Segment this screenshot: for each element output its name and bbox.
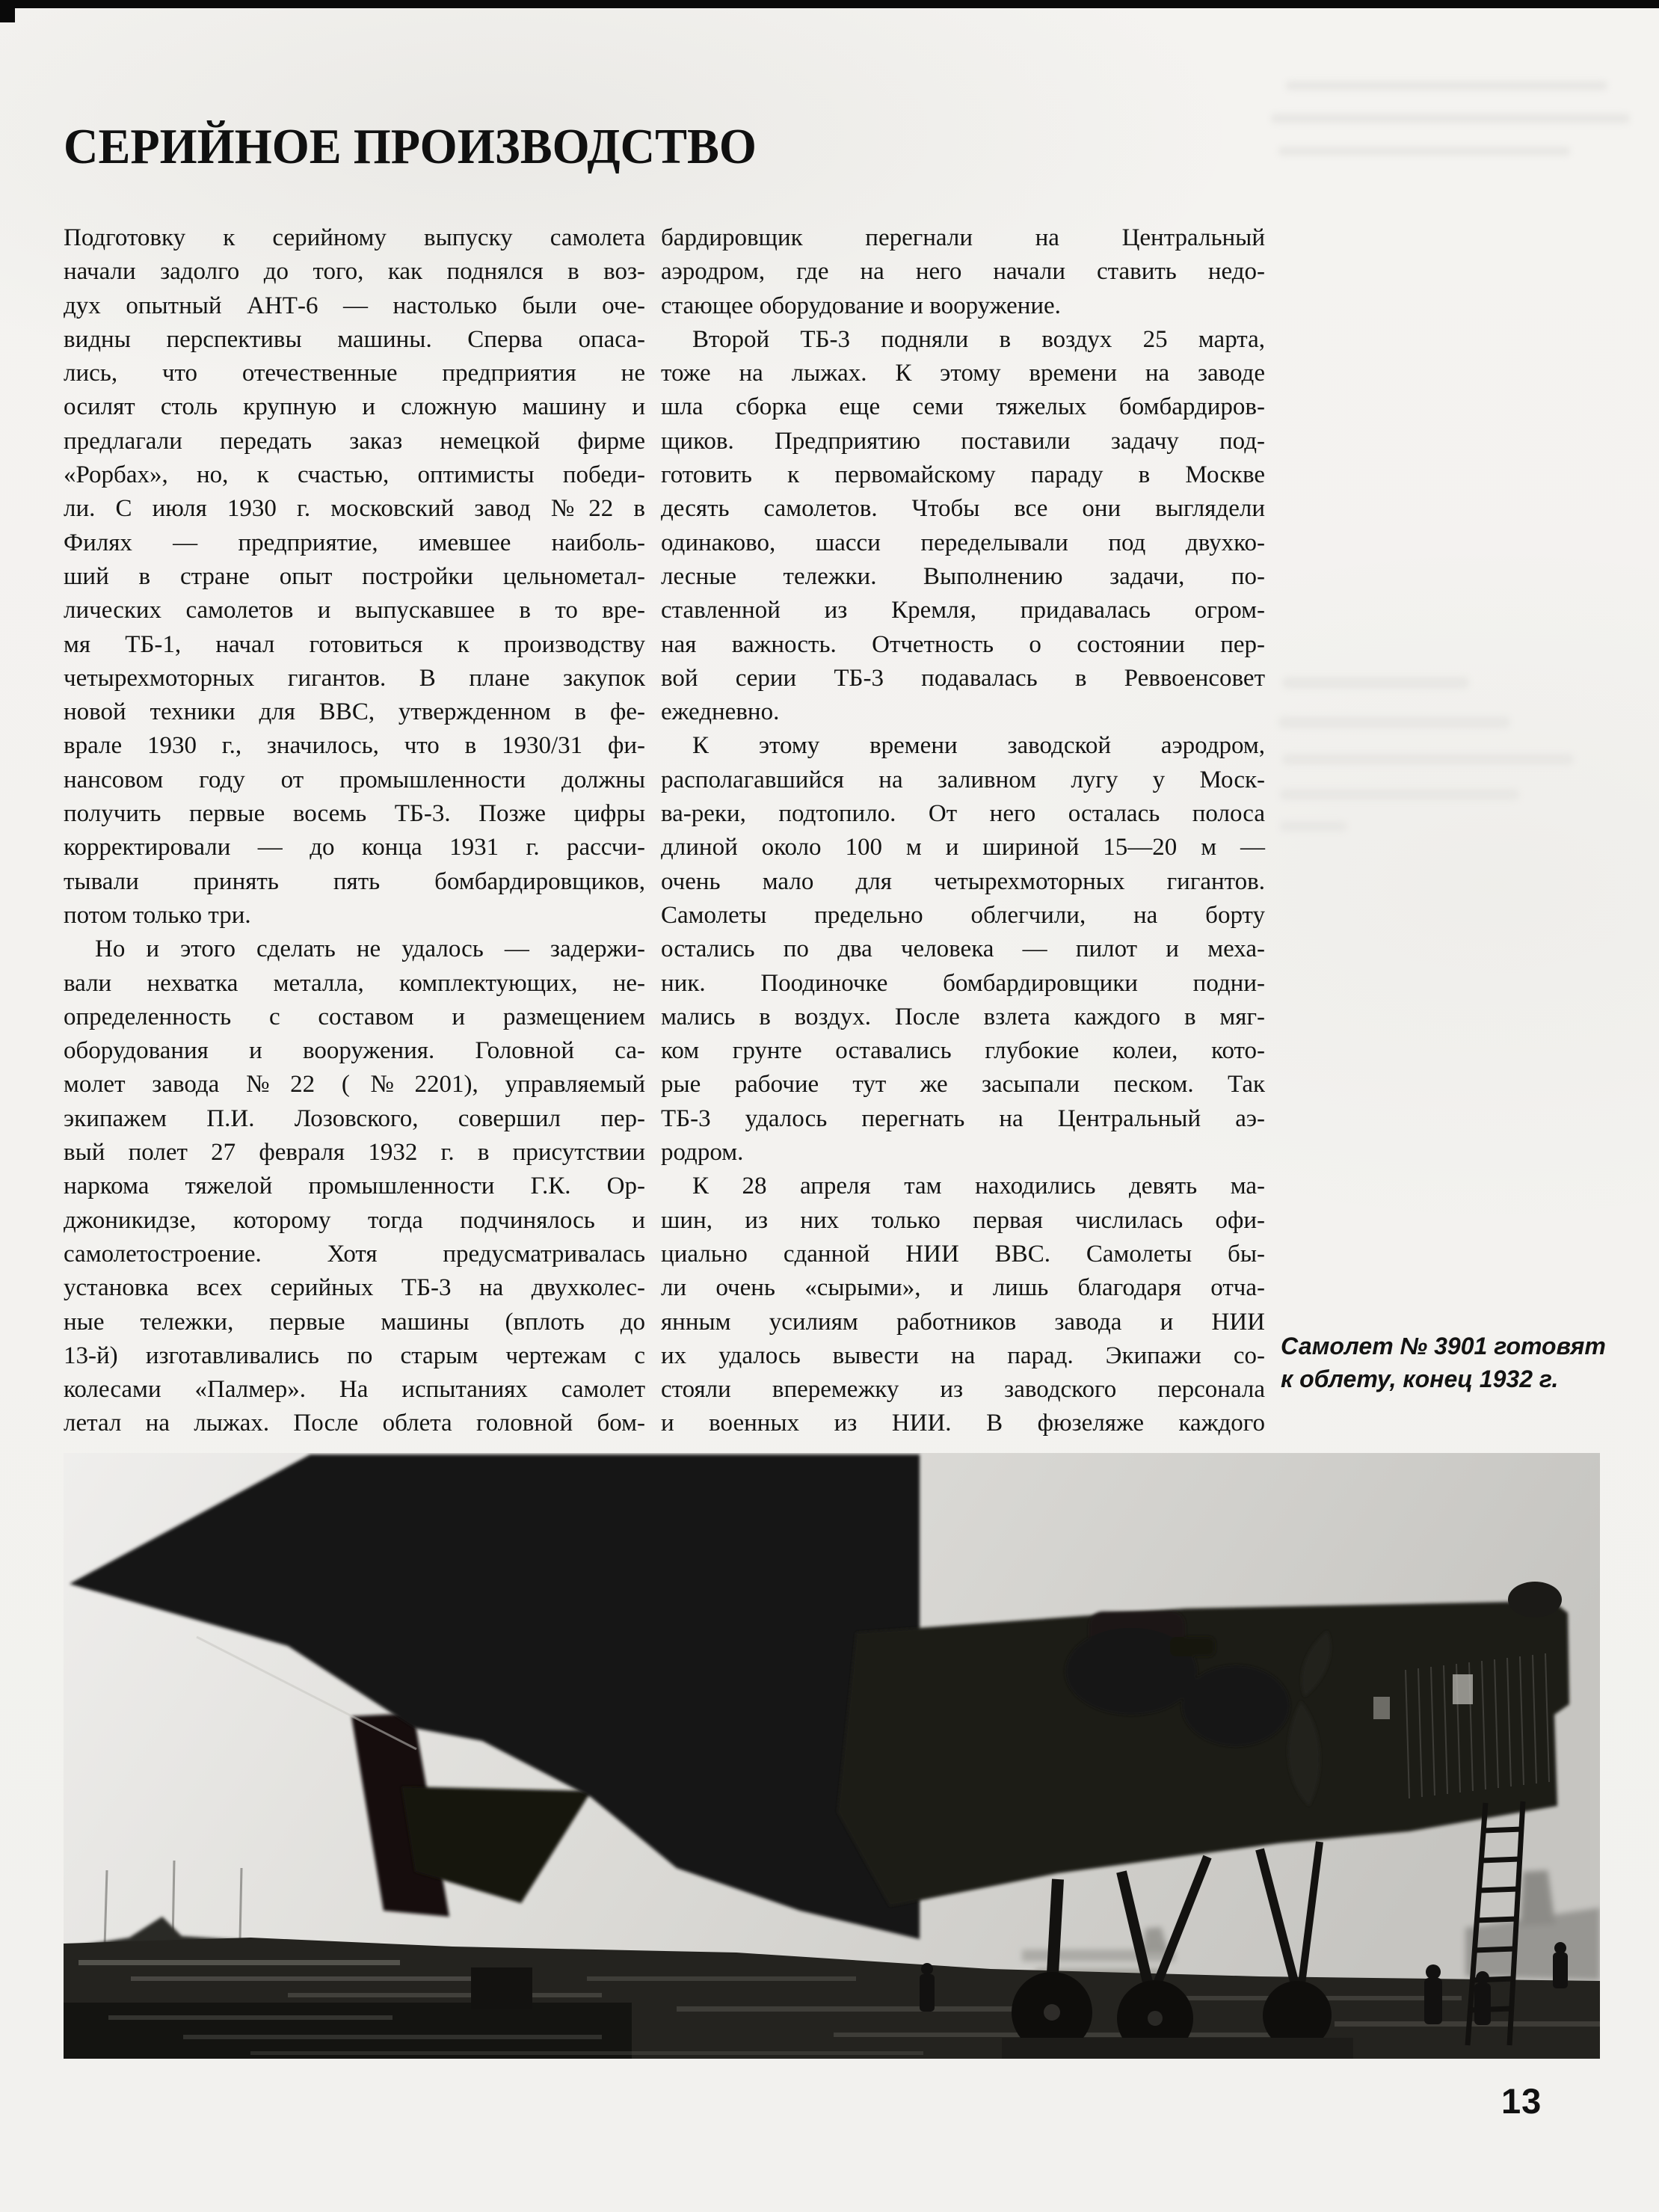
text-line: мя ТБ-1, начал готовиться к производству (64, 630, 645, 658)
text-line: ком грунте оставались глубокие колеи, кото- (661, 1037, 1265, 1065)
text-line: лесные тележки. Выполнению задачи, по- (661, 562, 1265, 590)
text-line: бардировщик перегнали на Центральный (661, 224, 1265, 251)
text-line: одинаково, шасси переделывали под двухко- (661, 529, 1265, 556)
text-line: Самолеты предельно облегчили, на борту (661, 901, 1265, 929)
text-line: ная важность. Отчетность о состоянии пер- (661, 630, 1265, 658)
text-line: рые рабочие тут же засыпали песком. Так (661, 1071, 1265, 1099)
text-line: видны перспективы машины. Сперва опаса- (64, 325, 645, 353)
text-line: ные тележки, первые машины (вплоть до (64, 1308, 645, 1336)
text-line: получить первые восемь ТБ-3. Позже цифры (64, 800, 645, 828)
text-line: шин, из них только первая числилась офи- (661, 1206, 1265, 1234)
text-line: мались в воздух. После взлета каждого в мяг- (661, 1003, 1265, 1030)
text-line: лись, что отечественные предприятия не (64, 360, 645, 387)
text-line: десять самолетов. Чтобы все они выглядели (661, 495, 1265, 523)
text-line: ТБ-3 удалось перегнать на Центральный аэ- (661, 1105, 1265, 1132)
text-line: предлагали передать заказ немецкой фирме (64, 427, 645, 455)
text-line: родром. (661, 1139, 744, 1167)
text-line: ва-реки, подтопило. От него осталась полоса (661, 800, 1265, 828)
photo-caption (1281, 1330, 1640, 1395)
caption-line: Самолет № 3901 готовят (1281, 1333, 1606, 1360)
text-line: «Рорбах», но, к счастью, оптимисты победи- (64, 461, 645, 489)
ground-equipment (471, 1967, 532, 2009)
text-line: ший в стране опыт постройки цельнометал- (64, 562, 645, 590)
paragraph (661, 221, 1265, 323)
text-line: и военных из НИИ. В фюзеляже каждого (661, 1410, 1265, 1437)
article-column-left (64, 221, 645, 1441)
fuselage-window (1453, 1674, 1473, 1704)
text-line: ли. С июля 1930 г. московский завод №22 в (64, 495, 645, 523)
paragraph (64, 933, 645, 1440)
text-line: вой серии ТБ-3 подавалась в Реввоенсовет (661, 664, 1265, 692)
bleed-through-text (1278, 147, 1570, 156)
text-line: корректировали — до конца 1931 г. рассчи- (64, 834, 645, 861)
text-line: длиной около 100 м и шириной 15—20 м — (661, 834, 1265, 861)
text-line: Но и этого сделать не удалось — задержи- (95, 936, 645, 963)
text-line: янным усилиям работников завода и НИИ (661, 1308, 1265, 1336)
text-line: экипажем П.И. Лозовского, совершил пер- (64, 1105, 645, 1132)
bleed-through-text (1282, 677, 1469, 689)
text-line: установка всех серийных ТБ-3 на двухколес- (64, 1274, 645, 1302)
aircraft-photo (64, 1453, 1600, 2059)
bleed-through-text (1280, 821, 1347, 832)
turret (1508, 1582, 1562, 1617)
text-line: вали нехватка металла, комплектующих, не- (64, 969, 645, 997)
text-line: Филях — предприятие, имевшее наиболь- (64, 529, 645, 556)
bleed-through-text (1280, 789, 1519, 800)
page-number: 13 (1501, 2081, 1542, 2121)
text-line: стояли вперемежку из заводского персонала (661, 1376, 1265, 1404)
text-line: шла сборка еще семи тяжелых бомбардиров- (661, 393, 1265, 421)
paragraph (661, 1170, 1265, 1440)
text-line: щиков. Предприятию поставили задачу под- (661, 427, 1265, 455)
text-line: осилят столь крупную и сложную машину и (64, 393, 645, 421)
text-line: готовить к первомайскому параду в Москве (661, 461, 1265, 489)
paragraph (661, 729, 1265, 1170)
text-line: циально сданной НИИ ВВС. Самолеты бы- (661, 1240, 1265, 1268)
caption-line: к облету, конец 1932 г. (1281, 1365, 1559, 1392)
scan-edge-corner (0, 0, 15, 22)
text-line: определенность с составом и размещением (64, 1003, 645, 1030)
text-line: новой техники для ВВС, утвержденном в фе- (64, 698, 645, 726)
text-line: очень мало для четырехмоторных гигантов. (661, 867, 1265, 895)
text-line: вый полет 27 февраля 1932 г. в присутствии (64, 1139, 645, 1167)
text-line: лических самолетов и выпускавшее в то вре- (64, 597, 645, 624)
bleed-through-text (1286, 81, 1607, 90)
text-line: ставленной из Кремля, придавалась огром- (661, 597, 1265, 624)
text-line: начали задолго до того, как поднялся в воз- (64, 258, 645, 286)
text-line: К 28 апреля там находились девять ма- (692, 1173, 1265, 1200)
text-line: К этому времени заводской аэродром, (692, 732, 1265, 760)
tb3-aircraft-illustration (64, 1453, 1600, 2059)
text-line: оборудования и вооружения. Головной са- (64, 1037, 645, 1065)
text-line: Второй ТБ-3 подняли в воздух 25 марта, (692, 325, 1265, 353)
fuselage-window (1373, 1697, 1390, 1719)
text-line: остались по два человека — пилот и меха- (661, 936, 1265, 963)
text-line: нансовом году от промышленности должны (64, 766, 645, 793)
text-line: ник. Поодиночке бомбардировщики подни- (661, 969, 1265, 997)
text-line: наркома тяжелой промышленности Г.К. Ор- (64, 1173, 645, 1200)
text-line: 13-й) изготавливались по старым чертежам с (64, 1342, 645, 1369)
text-line: тывали принять пять бомбардировщиков, (64, 867, 645, 895)
text-line: их удалось вывести на парад. Экипажи со- (661, 1342, 1265, 1369)
text-line: располагавшийся на заливном лугу у Моск- (661, 766, 1265, 793)
page-title: СЕРИЙНОЕ ПРОИЗВОДСТВО (64, 119, 757, 174)
bleed-through-text (1278, 716, 1510, 728)
text-line: Подготовку к серийному выпуску самолета (64, 224, 645, 251)
text-line: джоникидзе, которому тогда подчинялось и (64, 1206, 645, 1234)
scan-edge-top (0, 0, 1659, 8)
text-line: колесами «Палмер». На испытаниях самолет (64, 1376, 645, 1404)
text-line: потом только три. (64, 901, 251, 929)
text-line: молет завода №22 (№2201), управляемый (64, 1071, 645, 1099)
paragraph (661, 323, 1265, 730)
text-line: самолетостроение. Хотя предусматривалась (64, 1240, 645, 1268)
text-line: четырехмоторных гигантов. В плане закупок (64, 664, 645, 692)
text-line: ли очень «сырыми», и лишь благодаря отча- (661, 1274, 1265, 1302)
text-line: врале 1930 г., значилось, что в 1930/31 фи- (64, 732, 645, 760)
article-column-right (661, 221, 1265, 1441)
bleed-through-text (1282, 754, 1574, 765)
bleed-through-text (1271, 114, 1630, 123)
text-line: стающее оборудование и вооружение. (661, 292, 1061, 319)
text-line: дух опытный АНТ-6 — настолько были оче- (64, 292, 645, 319)
text-line: летал на лыжах. После облета головной бом- (64, 1410, 645, 1437)
text-line: тоже на лыжах. К этому времени на заводе (661, 360, 1265, 387)
paragraph (64, 221, 645, 933)
text-line: ежедневно. (661, 698, 780, 726)
text-line: аэродром, где на него начали ставить недо- (661, 258, 1265, 286)
